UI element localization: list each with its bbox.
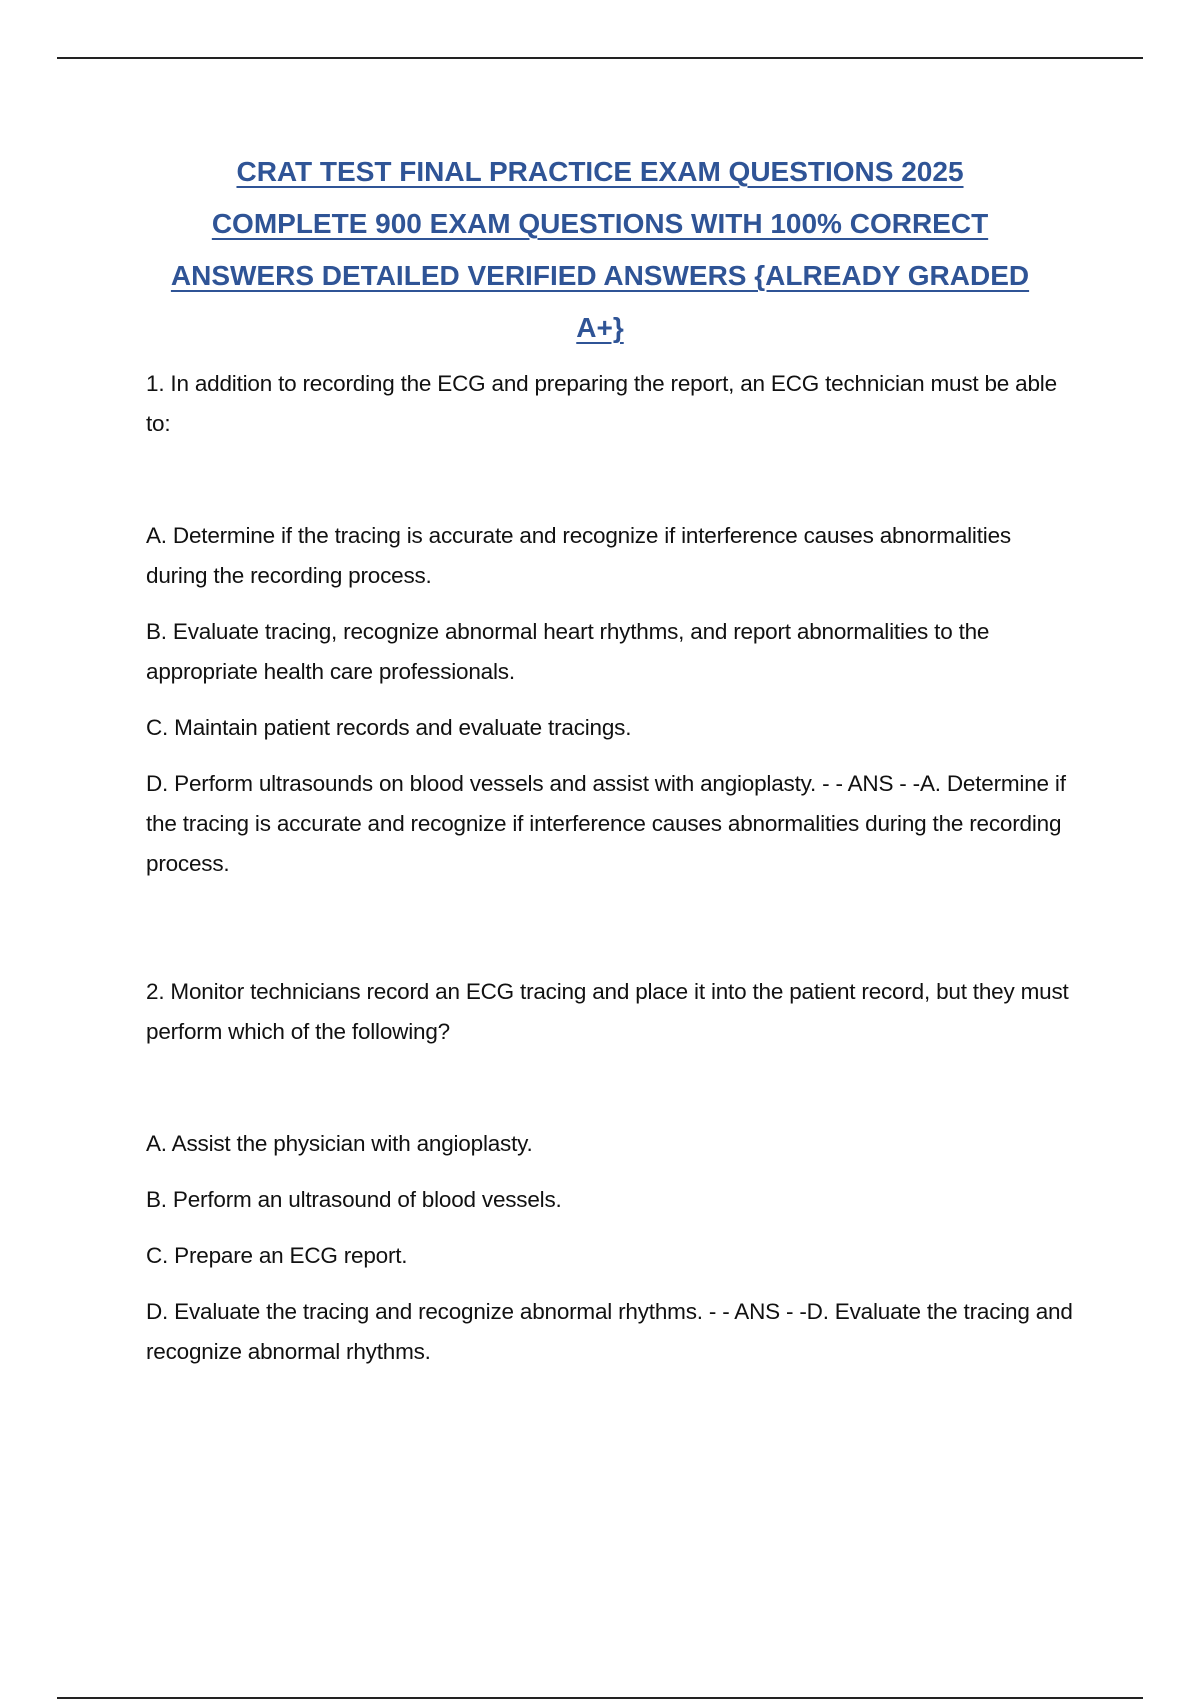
question-2-text: 2. Monitor technicians record an ECG tracing and place it into the patient record, but they must perform which of the following? — [146, 979, 1069, 1044]
document-body — [146, 364, 1076, 1388]
title-line-1: CRAT TEST FINAL PRACTICE EXAM QUESTIONS 2025 — [236, 156, 964, 187]
question-1-option-d: D. Perform ultrasounds on blood vessels and assist with angioplasty. — [146, 771, 817, 796]
document-title — [140, 146, 1060, 354]
title-line-4: A+} — [576, 312, 624, 343]
top-rule — [57, 57, 1143, 59]
question-2-answer-marker: - - ANS - - — [702, 1299, 807, 1324]
question-1-answer-marker: - - ANS - - — [816, 771, 920, 796]
question-1-option-c: C. Maintain patient records and evaluate tracings. — [146, 715, 632, 740]
question-1-option-b: B. Evaluate tracing, recognize abnormal heart rhythms, and report abnormalities to the appropriate health care professionals. — [146, 619, 990, 684]
question-1-text: 1. In addition to recording the ECG and preparing the report, an ECG technician must be able to: — [146, 371, 1057, 436]
question-1-option-d-with-answer — [146, 764, 1076, 884]
question-2-option-b: B. Perform an ultrasound of blood vessels. — [146, 1187, 562, 1212]
question-2-option-d-with-answer — [146, 1292, 1076, 1372]
title-line-2: COMPLETE 900 EXAM QUESTIONS WITH 100% CORRECT — [211, 208, 989, 239]
title-line-3: ANSWERS DETAILED VERIFIED ANSWERS {ALREADY GRADED — [170, 260, 1030, 291]
question-2-answer: D. Evaluate the tracing and recognize abnormal rhythms. — [146, 1299, 1073, 1364]
question-1-option-a: A. Determine if the tracing is accurate and recognize if interference causes abnormalities during the recording process. — [146, 523, 1011, 588]
question-2-option-c: C. Prepare an ECG report. — [146, 1243, 408, 1268]
question-2-option-a: A. Assist the physician with angioplasty. — [146, 1131, 533, 1156]
question-1-answer: A. Determine if the tracing is accurate and recognize if interference causes abnormalities during the recording process. — [146, 771, 1066, 876]
bottom-rule — [57, 1697, 1143, 1699]
question-2-option-d: D. Evaluate the tracing and recognize abnormal rhythms. — [146, 1299, 703, 1324]
